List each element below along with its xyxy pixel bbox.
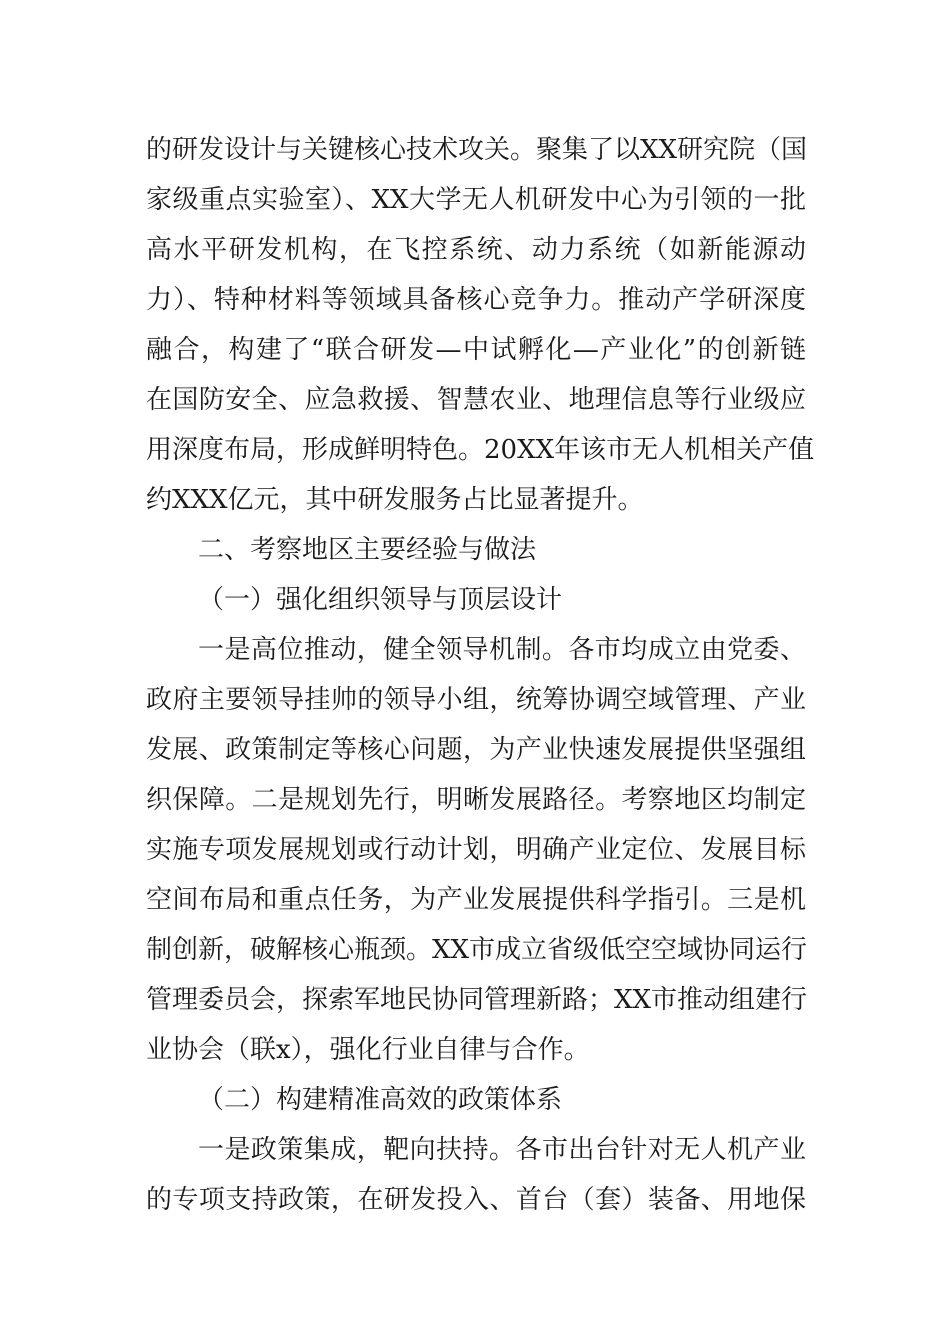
paragraph-2-line-7: 制创新，破解核心瓶颈。XX市成立省级低空空域协同运行 xyxy=(146,935,808,965)
paragraph-line-1: 的研发设计与关键核心技术攻关。聚集了以XX研究院（国 xyxy=(146,135,808,165)
paragraph-2-line-2: 政府主要领导挂帅的领导小组，统筹协调空域管理、产业 xyxy=(146,685,806,715)
paragraph-2-line-8: 管理委员会，探索军地民协同管理新路；XX市推动组建行 xyxy=(146,985,808,1015)
paragraph-2-line-6: 空间布局和重点任务，为产业发展提供科学指引。三是机 xyxy=(146,885,806,915)
paragraph-3-line-2: 的专项支持政策，在研发投入、首台（套）装备、用地保 xyxy=(146,1185,806,1215)
paragraph-2-line-9: 业协会（联x），强化行业自律与合作。 xyxy=(146,1035,590,1065)
paragraph-3-line-1: 一是政策集成，靶向扶持。各市出台针对无人机产业 xyxy=(198,1135,806,1165)
paragraph-line-3: 高水平研发机构，在飞控系统、动力系统（如新能源动 xyxy=(146,235,806,265)
paragraph-line-2: 家级重点实验室）、XX大学无人机研发中心为引领的一批 xyxy=(146,185,806,215)
paragraph-line-5: 融合，构建了“联合研发—中试孵化—产业化”的创新链 xyxy=(146,335,806,365)
paragraph-2-line-5: 实施专项发展规划或行动计划，明确产业定位、发展目标 xyxy=(146,835,806,865)
paragraph-line-7: 用深度布局，形成鲜明特色。20XX年该市无人机相关产值 xyxy=(146,435,815,465)
paragraph-line-6: 在国防安全、应急救援、智慧农业、地理信息等行业级应 xyxy=(146,385,806,415)
section-heading: 二、考察地区主要经验与做法 xyxy=(198,535,537,565)
subsection-heading-1: （一）强化组织领导与顶层设计 xyxy=(198,585,563,615)
paragraph-line-4: 力）、特种材料等领域具备核心竞争力。推动产学研深度 xyxy=(146,285,806,315)
paragraph-line-8: 约XXX亿元，其中研发服务占比显著提升。 xyxy=(146,485,644,515)
paragraph-2-line-3: 发展、政策制定等核心问题，为产业快速发展提供坚强组 xyxy=(146,735,806,765)
subsection-heading-2: （二）构建精准高效的政策体系 xyxy=(198,1085,563,1115)
paragraph-2-line-1: 一是高位推动，健全领导机制。各市均成立由党委、 xyxy=(198,635,806,665)
paragraph-2-line-4: 织保障。二是规划先行，明晰发展路径。考察地区均制定 xyxy=(146,785,806,815)
